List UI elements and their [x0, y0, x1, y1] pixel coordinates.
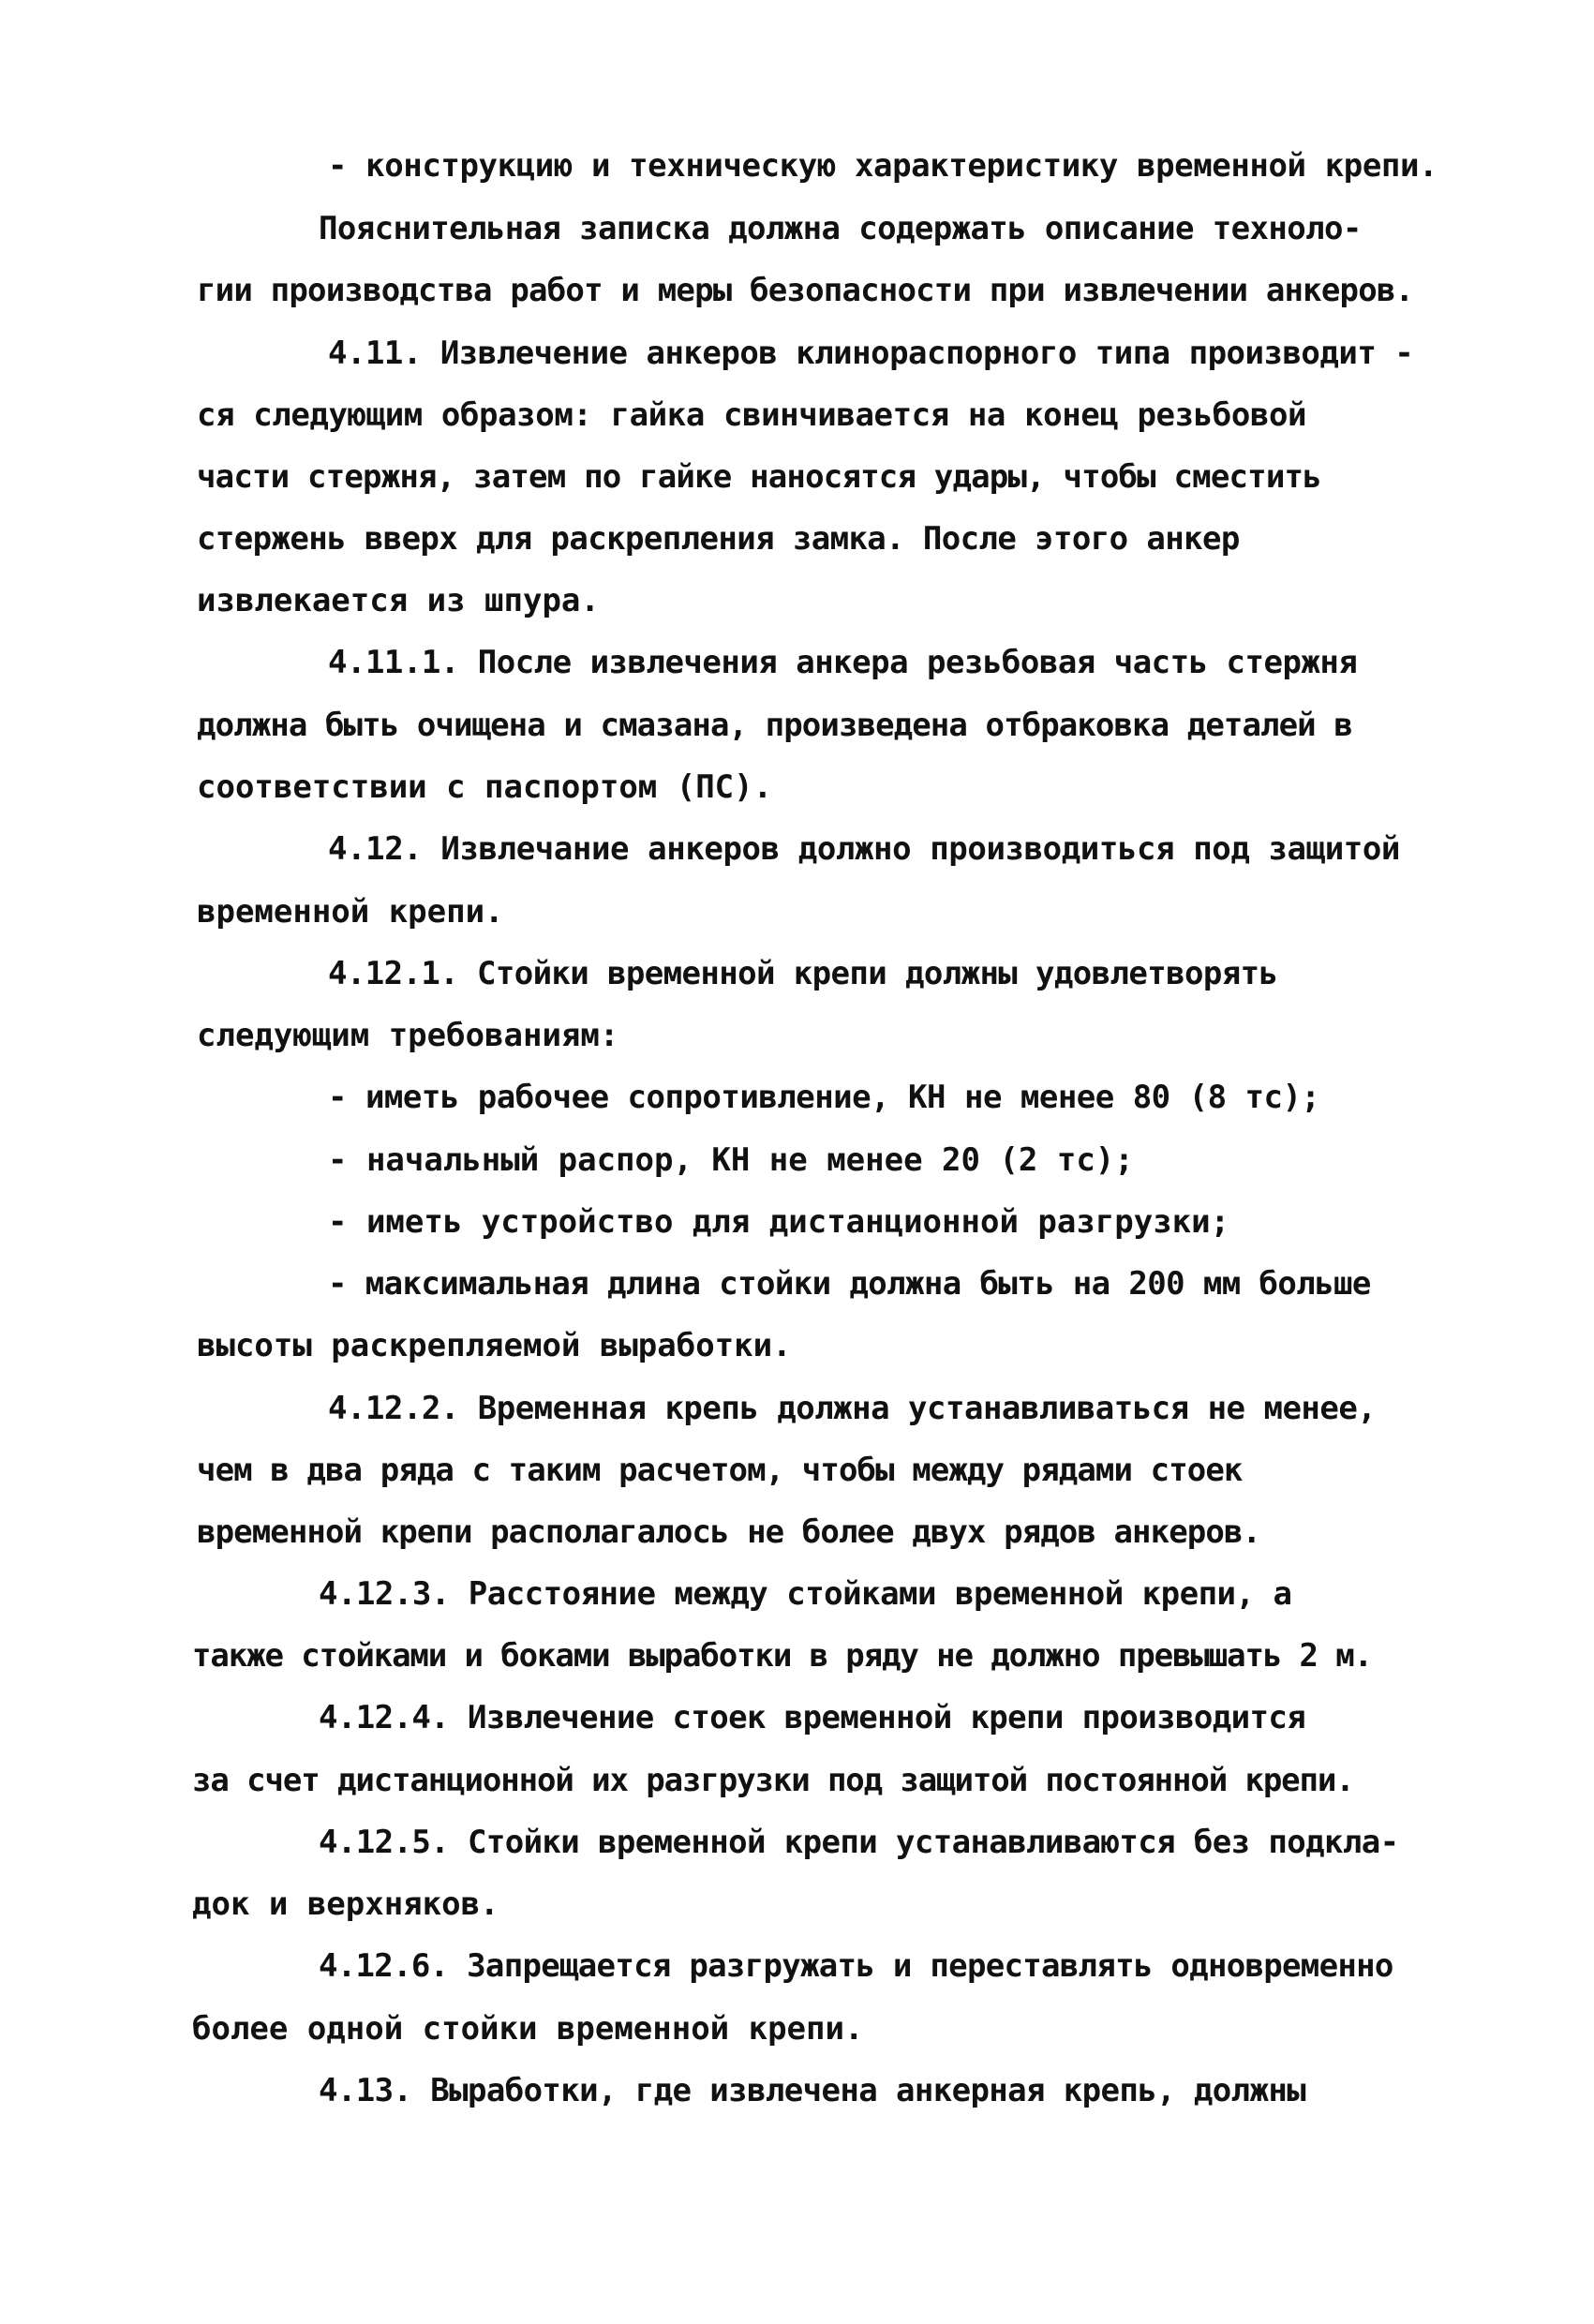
text-line: 4.12.6. Запрещается разгружать и переставлять одновременно — [319, 1947, 1393, 1985]
text-line: 4.12. Извлечание анкеров должно производиться под защитой — [328, 830, 1400, 868]
text-line: гии производства работ и меры безопасности при извлечении анкеров. — [197, 272, 1414, 309]
list-item: - иметь рабочее сопротивление, КН не менее 80 (8 тс); — [328, 1079, 1320, 1116]
text-line: должна быть очищена и смазана, произведена отбраковка деталей в — [197, 707, 1352, 744]
text-line: Пояснительная записка должна содержать описание техноло- — [319, 210, 1362, 247]
text-line: - конструкцию и техническую характеристику временной крепи. — [328, 147, 1438, 185]
text-line: высоты раскрепляемой выработки. — [197, 1327, 792, 1364]
text-line: части стержня, затем по гайке наносятся удары, чтобы сместить — [197, 458, 1321, 496]
text-line: 4.12.3. Расстояние между стойками временной крепи, а — [319, 1575, 1292, 1613]
list-item: - начальный распор, КН не менее 20 (2 тс); — [328, 1141, 1134, 1179]
text-line: 4.11. Извлечение анкеров клинораспорного типа производит - — [328, 335, 1414, 372]
text-line: 4.12.5. Стойки временной крепи устанавливаются без подкла- — [319, 1824, 1399, 1861]
text-line: извлекается из шпура. — [197, 582, 600, 619]
text-line: временной крепи. — [197, 893, 504, 931]
text-line: 4.12.1. Стойки временной крепи должны удовлетворять — [328, 955, 1278, 992]
text-line: за счет дистанционной их разгрузки под защитой постоянной крепи. — [192, 1762, 1354, 1799]
list-item: - иметь устройство для дистанционной разгрузки; — [328, 1203, 1230, 1241]
list-item: - максимальная длина стойки должна быть на 200 мм больше — [328, 1265, 1371, 1303]
text-line: 4.12.2. Временная крепь должна устанавливаться не менее, — [328, 1390, 1377, 1427]
text-line: также стойками и боками выработки в ряду не должно превышать 2 м. — [192, 1637, 1373, 1675]
text-line: соответствии с паспортом (ПС). — [197, 768, 773, 806]
text-line: док и верхняков. — [192, 1885, 499, 1923]
text-line: ся следующим образом: гайка свинчивается на конец резьбовой — [197, 396, 1307, 434]
text-line: временной крепи располагалось не более двух рядов анкеров. — [197, 1513, 1261, 1551]
text-line: чем в два ряда с таким расчетом, чтобы между рядами стоек — [197, 1452, 1243, 1489]
text-line: 4.11.1. После извлечения анкера резьбовая часть стержня — [328, 644, 1358, 681]
text-line: более одной стойки временной крепи. — [192, 2010, 864, 2048]
text-line: следующим требованиям: — [197, 1017, 619, 1054]
text-line: 4.12.4. Извлечение стоек временной крепи производится — [319, 1699, 1306, 1736]
text-line: 4.13. Выработки, где извлечена анкерная крепь, должны — [319, 2072, 1306, 2109]
text-line: стержень вверх для раскрепления замка. После этого анкер — [197, 520, 1240, 558]
